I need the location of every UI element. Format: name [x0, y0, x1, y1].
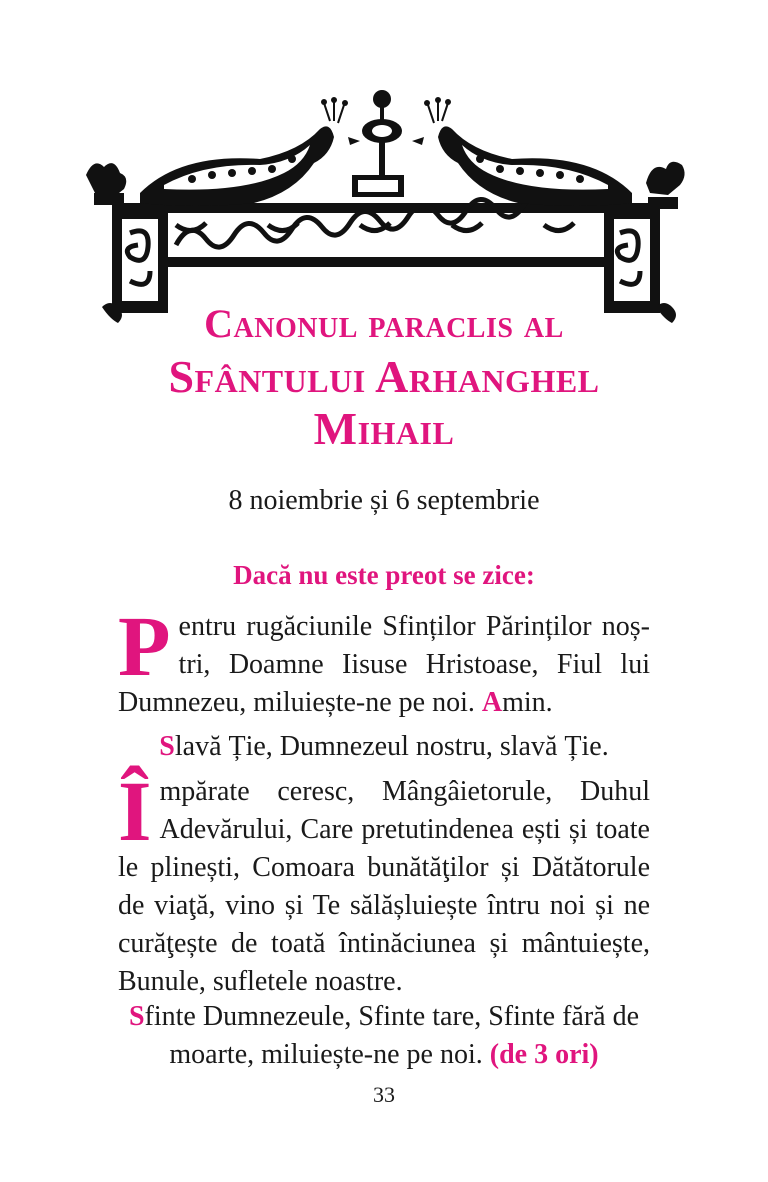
title-line-1: Canonul paraclis al — [204, 301, 564, 346]
prayer-paragraph-1 — [118, 598, 650, 722]
drop-cap: Î — [118, 763, 152, 859]
prayer-paragraph-2 — [100, 728, 668, 766]
feast-dates: 8 noiembrie și 6 septembrie — [228, 485, 540, 516]
title-line-2: Sfântului Arhanghel — [168, 351, 600, 402]
title-line-3: Mihail — [313, 403, 455, 454]
prayer-text: finte Dumnezeule, Sfinte tare, Sfinte fără de moarte, miluiește-ne pe noi. — [144, 1001, 640, 1070]
prayer-text: mpărate ceresc, Mângâietorule, Duhul Adevărului, Care pretutindenea ești și toate le plinești, Comoara bunătăţilor și Dătătorule de viaţă, vino și Te sălășluiește întru noi și ne curăţește de toată întinăciunea și mântuiește, Bunule, sufletele noastre. — [118, 776, 650, 997]
page-number: 33 — [373, 1082, 395, 1107]
drop-cap: P — [118, 598, 171, 694]
repeat-rubric: (de 3 ori) — [489, 1039, 599, 1070]
rubric-instruction: Dacă nu este preot se zice: — [233, 560, 535, 590]
prayer-paragraph-3 — [118, 763, 650, 1001]
initial-letter: S — [128, 1001, 145, 1032]
initial-letter: S — [159, 731, 175, 762]
peacocks-headpiece-icon — [72, 85, 700, 325]
amen-initial: A — [481, 687, 503, 718]
prayer-text: lavă Ție, Dumnezeul nostru, slavă Ție. — [174, 731, 609, 762]
amen-rest: min. — [502, 687, 553, 718]
prayer-paragraph-4 — [100, 998, 668, 1074]
prayer-text: entru rugăciunile Sfinților Părinților noș-tri, Doamne Iisuse Hristoase, Fiul lui Dumnezeu, miluiește-ne pe noi. — [118, 611, 650, 718]
